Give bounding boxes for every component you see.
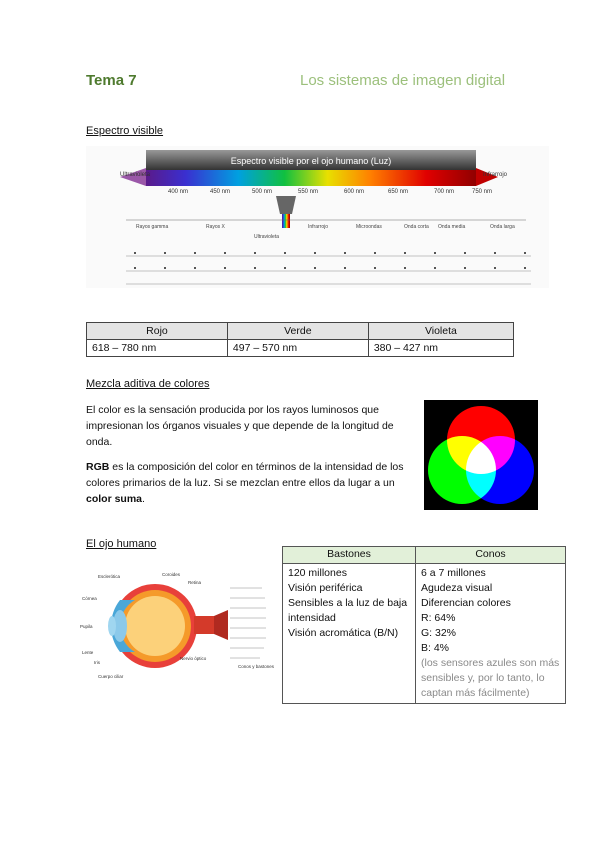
eye-label-3: Córnea [82, 596, 97, 601]
rgb-text-1: es la composición del color en términos de la intensidad de los colores primarios de la luz. Si se mezclan entre ellos da lugar a un [86, 461, 404, 489]
nm-tick-4: 600 nm [344, 189, 365, 195]
eye-label-1: Coroides [162, 572, 181, 577]
nm-tick-3: 550 nm [298, 189, 319, 195]
conos-item: 6 a 7 millones [421, 567, 486, 579]
section-heading-eye: El ojo humano [86, 538, 157, 550]
eye-label-9: Conos y bastones [238, 664, 275, 669]
band-6: Onda media [438, 224, 466, 230]
bastones-item: Visión acromática (B/N) [288, 627, 399, 639]
eye-label-8: Nervio óptico [180, 656, 207, 661]
bastones-item: 120 millones [288, 567, 347, 579]
conos-cell [416, 564, 566, 704]
uv-label: Ultravioleta [120, 172, 151, 178]
band-3: Infrarrojo [308, 224, 329, 230]
header-rojo: Rojo [87, 323, 228, 340]
eye-label-7: Cuerpo ciliar [98, 674, 124, 679]
conos-item: R: 64% [421, 612, 456, 624]
value-verde: 497 – 570 nm [227, 340, 368, 357]
color-wavelength-table [86, 322, 514, 357]
bastones-item: Sensibles a la luz de baja intensidad [288, 597, 408, 624]
eye-label-4: Pupila [80, 624, 93, 629]
header-violeta: Violeta [368, 323, 513, 340]
nm-tick-6: 700 nm [434, 189, 455, 195]
section-heading-additive: Mezcla aditiva de colores [86, 378, 210, 390]
band-5: Onda corta [404, 224, 429, 230]
paragraph-color-definition: El color es la sensación producida por los rayos luminosos que impresionan los órganos visuales y que depende de la longitud de onda. [86, 404, 394, 448]
rgb-term: RGB [86, 461, 110, 473]
conos-item: B: 4% [421, 642, 450, 654]
conos-item: G: 32% [421, 627, 457, 639]
spectrum-image [86, 146, 549, 288]
eye-label-0: Esclerótica [98, 574, 121, 579]
eye-illustration [80, 570, 275, 690]
nm-tick-2: 500 nm [252, 189, 273, 195]
rods-cones-table [282, 546, 566, 704]
rgb-text-2: . [142, 493, 145, 505]
band-4: Microondas [356, 224, 382, 230]
header-verde: Verde [227, 323, 368, 340]
ir-label: Infrarrojo [483, 172, 508, 178]
band-7: Onda larga [490, 224, 515, 230]
band-0: Rayos gamma [136, 224, 169, 230]
nm-tick-1: 450 nm [210, 189, 231, 195]
eye-diagram [80, 570, 275, 690]
eye-label-2: Retina [188, 580, 202, 585]
spectrum-title: Espectro visible por el ojo humano (Luz) [230, 156, 392, 166]
nm-tick-5: 650 nm [388, 189, 409, 195]
color-suma-term: color suma [86, 493, 143, 505]
nm-tick-0: 400 nm [168, 189, 189, 195]
header-conos: Conos [416, 547, 566, 564]
conos-item: Diferencian colores [421, 597, 511, 609]
band-2: Ultravioleta [254, 234, 280, 240]
topic-title: Los sistemas de imagen digital [300, 72, 506, 89]
band-1: Rayos X [206, 224, 225, 230]
conos-item: Agudeza visual [421, 582, 493, 594]
spectrum-figure [86, 146, 549, 288]
section-heading-spectrum: Espectro visible [86, 125, 164, 137]
bastones-item: Visión periférica [288, 582, 363, 594]
eye-label-5: Lente [82, 650, 94, 655]
paragraph-rgb [86, 459, 412, 507]
nm-tick-7: 750 nm [472, 189, 493, 195]
value-violeta: 380 – 427 nm [368, 340, 513, 357]
topic-number: Tema 7 [86, 72, 137, 89]
conos-note: (los sensores azules son más sensibles y, por lo tanto, lo captan más fácilmente) [421, 657, 560, 699]
header-bastones: Bastones [283, 547, 416, 564]
rgb-circles [424, 400, 538, 510]
eye-label-6: Iris [94, 660, 100, 665]
bastones-cell [283, 564, 416, 704]
value-rojo: 618 – 780 nm [87, 340, 228, 357]
rgb-venn-image [424, 400, 538, 510]
